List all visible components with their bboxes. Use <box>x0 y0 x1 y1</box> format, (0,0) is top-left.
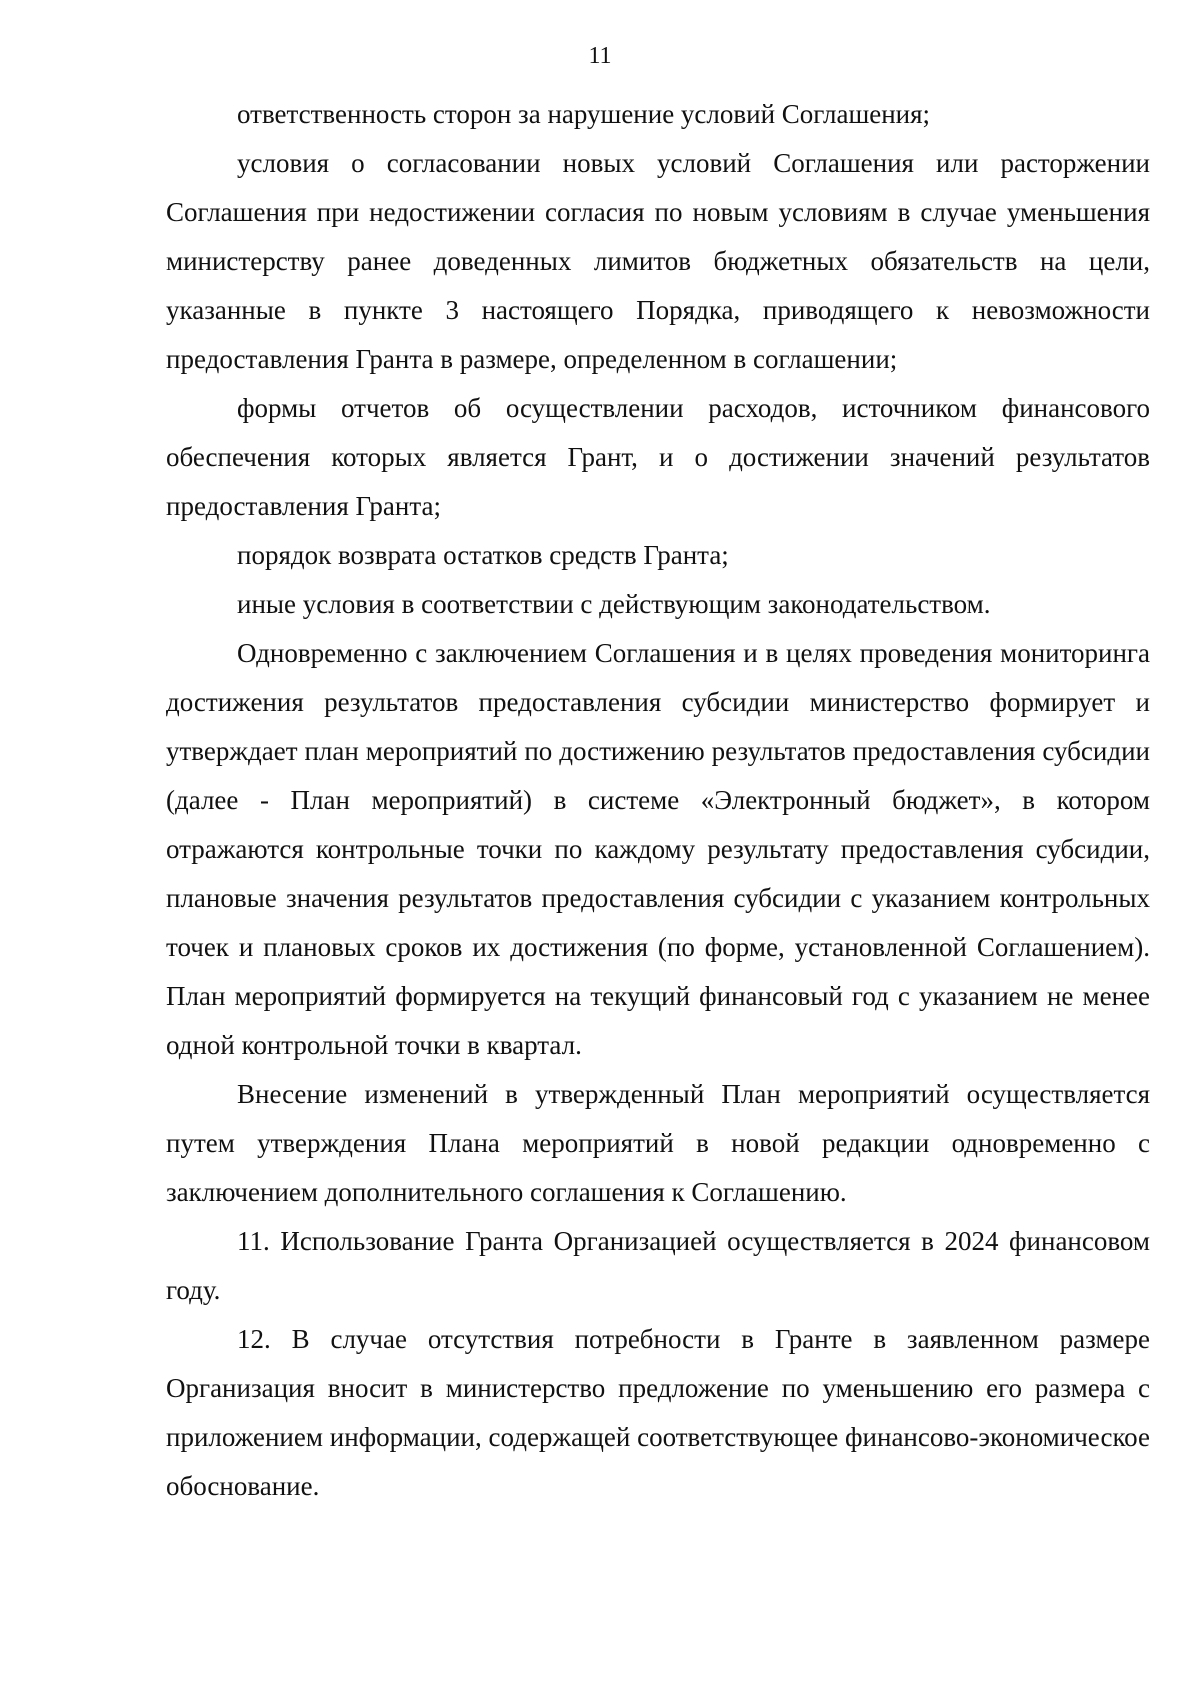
page-number: 11 <box>588 43 612 69</box>
paragraph-item-11: 11. Использование Гранта Организацией осуществляется в 2024 финансовом году. <box>166 1226 1150 1305</box>
paragraph-item-12: 12. В случае отсутствия потребности в Гранте в заявленном размере Организация вносит в министерство предложение по уменьшению его размера с приложением информации, содержащей соответствующее финансово-экономическое обоснование. <box>166 1324 1150 1501</box>
paragraph-return-order: порядок возврата остатков средств Гранта; <box>237 540 729 570</box>
paragraph-plan-changes: Внесение изменений в утвержденный План мероприятий осуществляется путем утверждения Плана мероприятий в новой редакции одновременно с заключением дополнительного соглашения к Соглашению. <box>166 1079 1150 1207</box>
paragraph-report-forms: формы отчетов об осуществлении расходов, источником финансового обеспечения которых является Грант, и о достижении значений результатов предоставления Гранта; <box>166 393 1150 521</box>
paragraph-new-conditions: условия о согласовании новых условий Соглашения или расторжении Соглашения при недостижении согласия по новым условиям в случае уменьшения министерству ранее доведенных лимитов бюджетных обязательств на цели, указанные в пункте 3 настоящего Порядка, приводящего к невозможности предоставления Гранта в размере, определенном в соглашении; <box>166 148 1150 374</box>
paragraph-monitoring-plan: Одновременно с заключением Соглашения и в целях проведения мониторинга достижения результатов предоставления субсидии министерство формирует и утверждает план мероприятий по достижению результатов предоставления субсидии (далее - План мероприятий) в системе «Электронный бюджет», в котором отражаются контрольные точки по каждому результату предоставления субсидии, плановые значения результатов предоставления субсидии с указанием контрольных точек и плановых сроков их достижения (по форме, установленной Соглашением). План мероприятий формируется на текущий финансовый год с указанием не менее одной контрольной точки в квартал. <box>166 638 1150 1060</box>
document-body <box>166 90 1150 1511</box>
paragraph-responsibility: ответственность сторон за нарушение условий Соглашения; <box>237 99 931 129</box>
paragraph-other-conditions: иные условия в соответствии с действующим законодательством. <box>237 589 991 619</box>
